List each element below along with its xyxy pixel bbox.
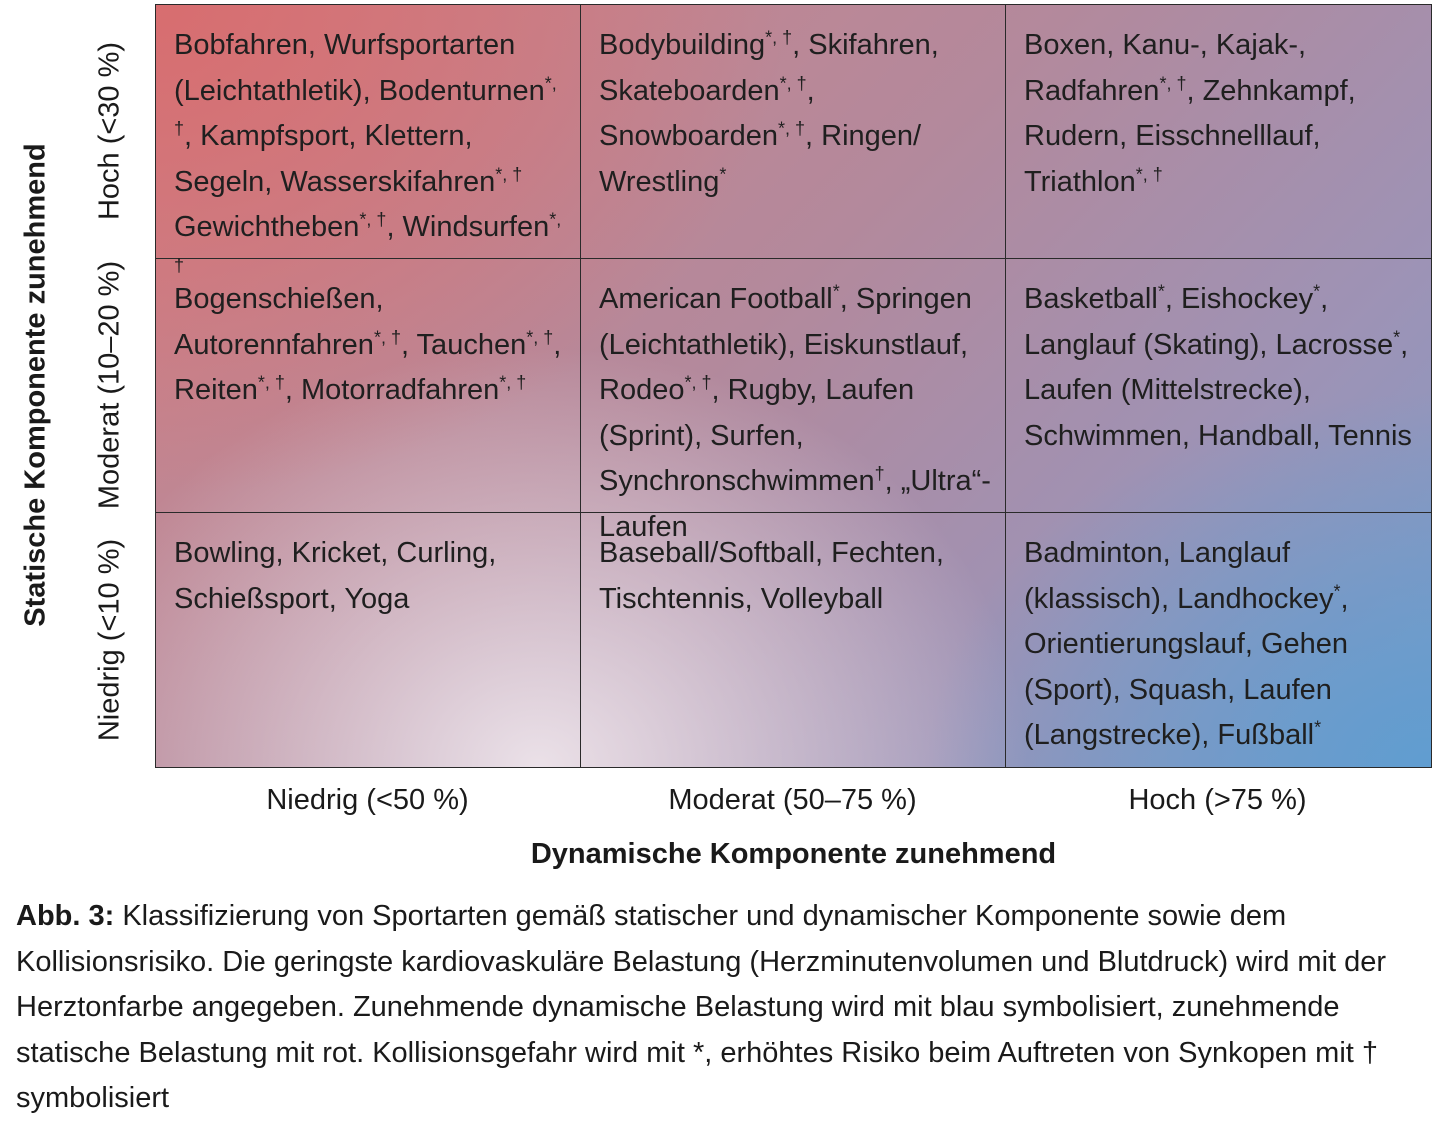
cell-static-low-dynamic-high: Badminton, Langlauf (klassisch), Landhockey*, Orientierungslauf, Gehen (Sport), Squash, Laufen (Langstrecke), Fußball* (1024, 537, 1349, 751)
cell-static-high-dynamic-high: Boxen, Kanu-, Kajak-, Radfahren*, †, Zehnkampf, Rudern, Eisschnelllauf, Triathlon*, † (1006, 5, 1431, 259)
x-axis-title: Dynamische Komponente zunehmend (530, 838, 1057, 870)
cell-static-moderate-dynamic-low: Bogenschießen, Autorennfahren*, †, Tauchen*, †, Reiten*, †, Motorradfahren*, † (156, 259, 581, 513)
cell-static-low-dynamic-low: Bowling, Kricket, Curling, Schießsport, Yoga (156, 513, 581, 767)
classification-grid (155, 4, 1432, 768)
cell-static-low-dynamic-moderate: Baseball/Softball, Fechten, Tischtennis, Volleyball (581, 513, 1006, 767)
col-label-low: Niedrig (<50 %) (266, 784, 469, 816)
figure-caption (16, 894, 1426, 1122)
col-label-moderate: Moderat (50–75 %) (668, 784, 917, 816)
row-label-high (82, 4, 138, 258)
cell-static-moderate-dynamic-moderate: American Football*, Springen (Leichtathletik), Eiskunstlauf, Rodeo*, †, Rugby, Laufen (Sprint), Surfen, Synchronschwimmen†, „Ultra“-Laufen (581, 259, 1006, 513)
cell-static-high-dynamic-moderate: Bodybuilding*, †, Skifahren, Skateboarden*, †, Snowboarden*, †, Ringen/ Wrestling* (581, 5, 1006, 259)
cell-static-moderate-dynamic-high: Basketball*, Eishockey*, Langlauf (Skating), Lacrosse*, Laufen (Mittelstrecke), Schwimmen, Handball, Tennis (1006, 259, 1431, 513)
row-label-moderate-text: Moderat (10–20 %) (93, 260, 126, 510)
y-axis-title: Statische Komponente zunehmend (19, 143, 52, 627)
cell-static-high-dynamic-low: Bobfahren, Wurfsportarten (Leichtathletik), Bodenturnen*, †, Kampfsport, Klettern, Segeln, Wasserskifahren*, † Gewichtheben*, †, Windsurfen*, † (156, 5, 581, 259)
caption-text: Klassifizierung von Sportarten gemäß statischer und dynamischer Komponente sowie dem Kollisionsrisiko. Die geringste kardiovaskuläre Belastung (Herzminutenvolumen und Blutdruck) wird mit der Herztonfarbe angegeben. Zunehmende dynamische Belastung wird mit blau symbolisiert, zunehmende statische Belastung mit rot. Kollisionsgefahr wird mit *, erhöhtes Risiko beim Auftreten von Synkopen mit † symbolisiert (16, 900, 1387, 1115)
row-label-low-text: Niedrig (<10 %) (93, 538, 126, 742)
row-label-high-text: Hoch (<30 %) (93, 41, 126, 221)
y-axis-title-container (0, 0, 72, 770)
row-label-low (82, 512, 138, 768)
caption-label: Abb. 3: (16, 900, 115, 932)
col-label-high: Hoch (>75 %) (1128, 784, 1307, 816)
row-label-moderate (82, 258, 138, 512)
